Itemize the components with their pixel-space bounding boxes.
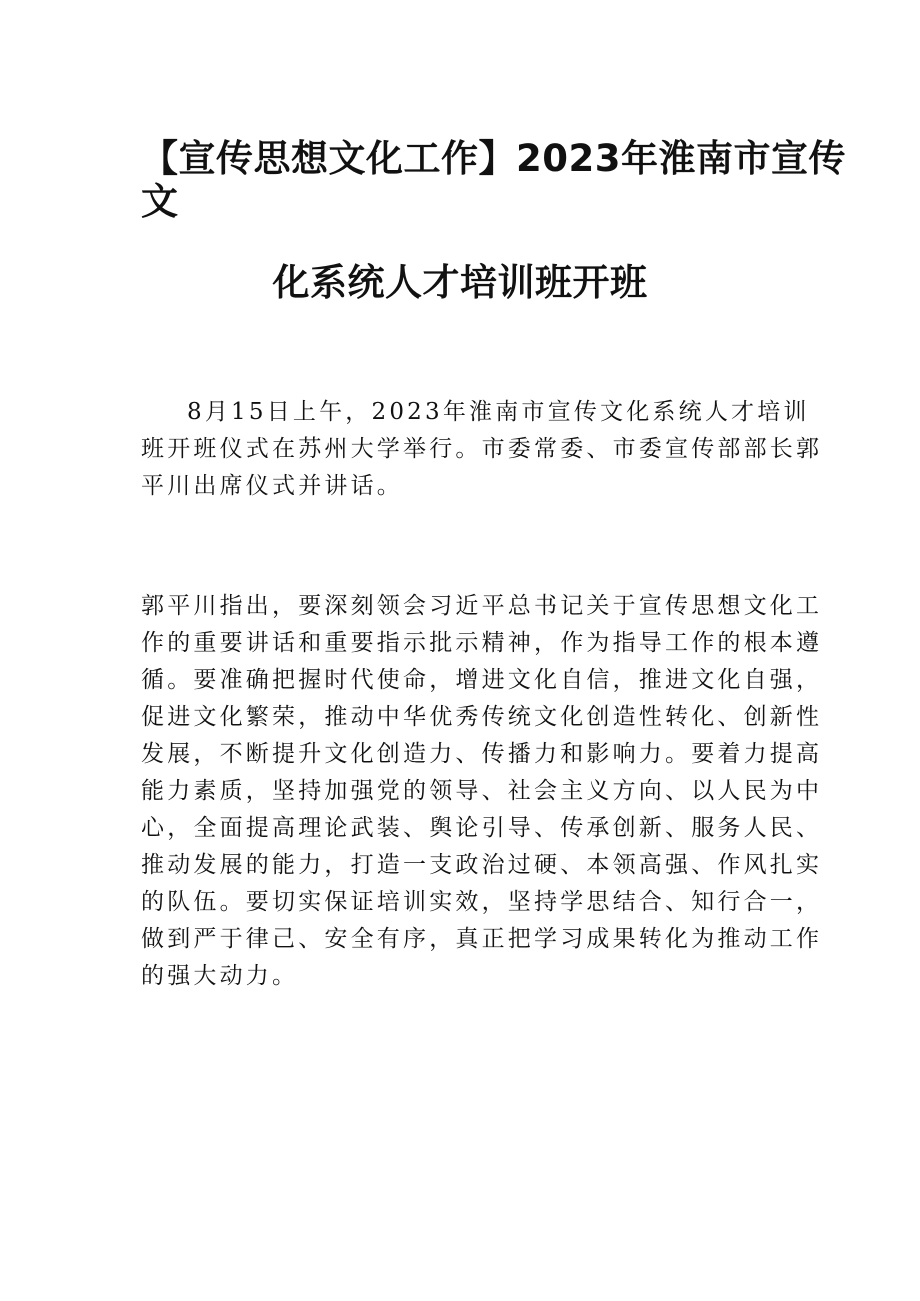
- document-title-line-3: 化系统人才培训班开班: [272, 261, 648, 304]
- document-title-line-2: 文: [141, 180, 179, 223]
- paragraph-line: 的队伍。要切实保证培训实效，坚持学思结合、知行合一，: [141, 889, 823, 915]
- paragraph-speech: [141, 588, 823, 995]
- paragraph-line: 平川出席仪式并讲话。: [141, 473, 403, 499]
- document-title-line-1: 【宣传思想文化工作】2023年淮南市宣传: [141, 137, 846, 180]
- paragraph-line: 做到严于律己、安全有序，真正把学习成果转化为推动工作: [141, 926, 823, 952]
- paragraph-line: 推动发展的能力，打造一支政治过硬、本领高强、作风扎实: [141, 852, 823, 878]
- paragraph-line: 班开班仪式在苏州大学举行。市委常委、市委宣传部部长郭: [141, 436, 823, 462]
- paragraph-line: 郭平川指出，要深刻领会习近平总书记关于宣传思想文化工: [141, 593, 823, 619]
- paragraph-line: 促进文化繁荣，推动中华优秀传统文化创造性转化、创新性: [141, 704, 823, 730]
- paragraph-opening: [141, 394, 823, 505]
- paragraph-line: 能力素质，坚持加强党的领导、社会主义方向、以人民为中: [141, 778, 823, 804]
- paragraph-line: 作的重要讲话和重要指示批示精神，作为指导工作的根本遵: [141, 630, 823, 656]
- paragraph-line: 心，全面提高理论武装、舆论引导、传承创新、服务人民、: [141, 815, 823, 841]
- paragraph-line: 的强大动力。: [141, 963, 299, 989]
- paragraph-line: 循。要准确把握时代使命，增进文化自信，推进文化自强，: [141, 667, 823, 693]
- paragraph-line: 发展，不断提升文化创造力、传播力和影响力。要着力提高: [141, 741, 823, 767]
- paragraph-line: 8月15日上午，2023年淮南市宣传文化系统人才培训: [187, 399, 810, 425]
